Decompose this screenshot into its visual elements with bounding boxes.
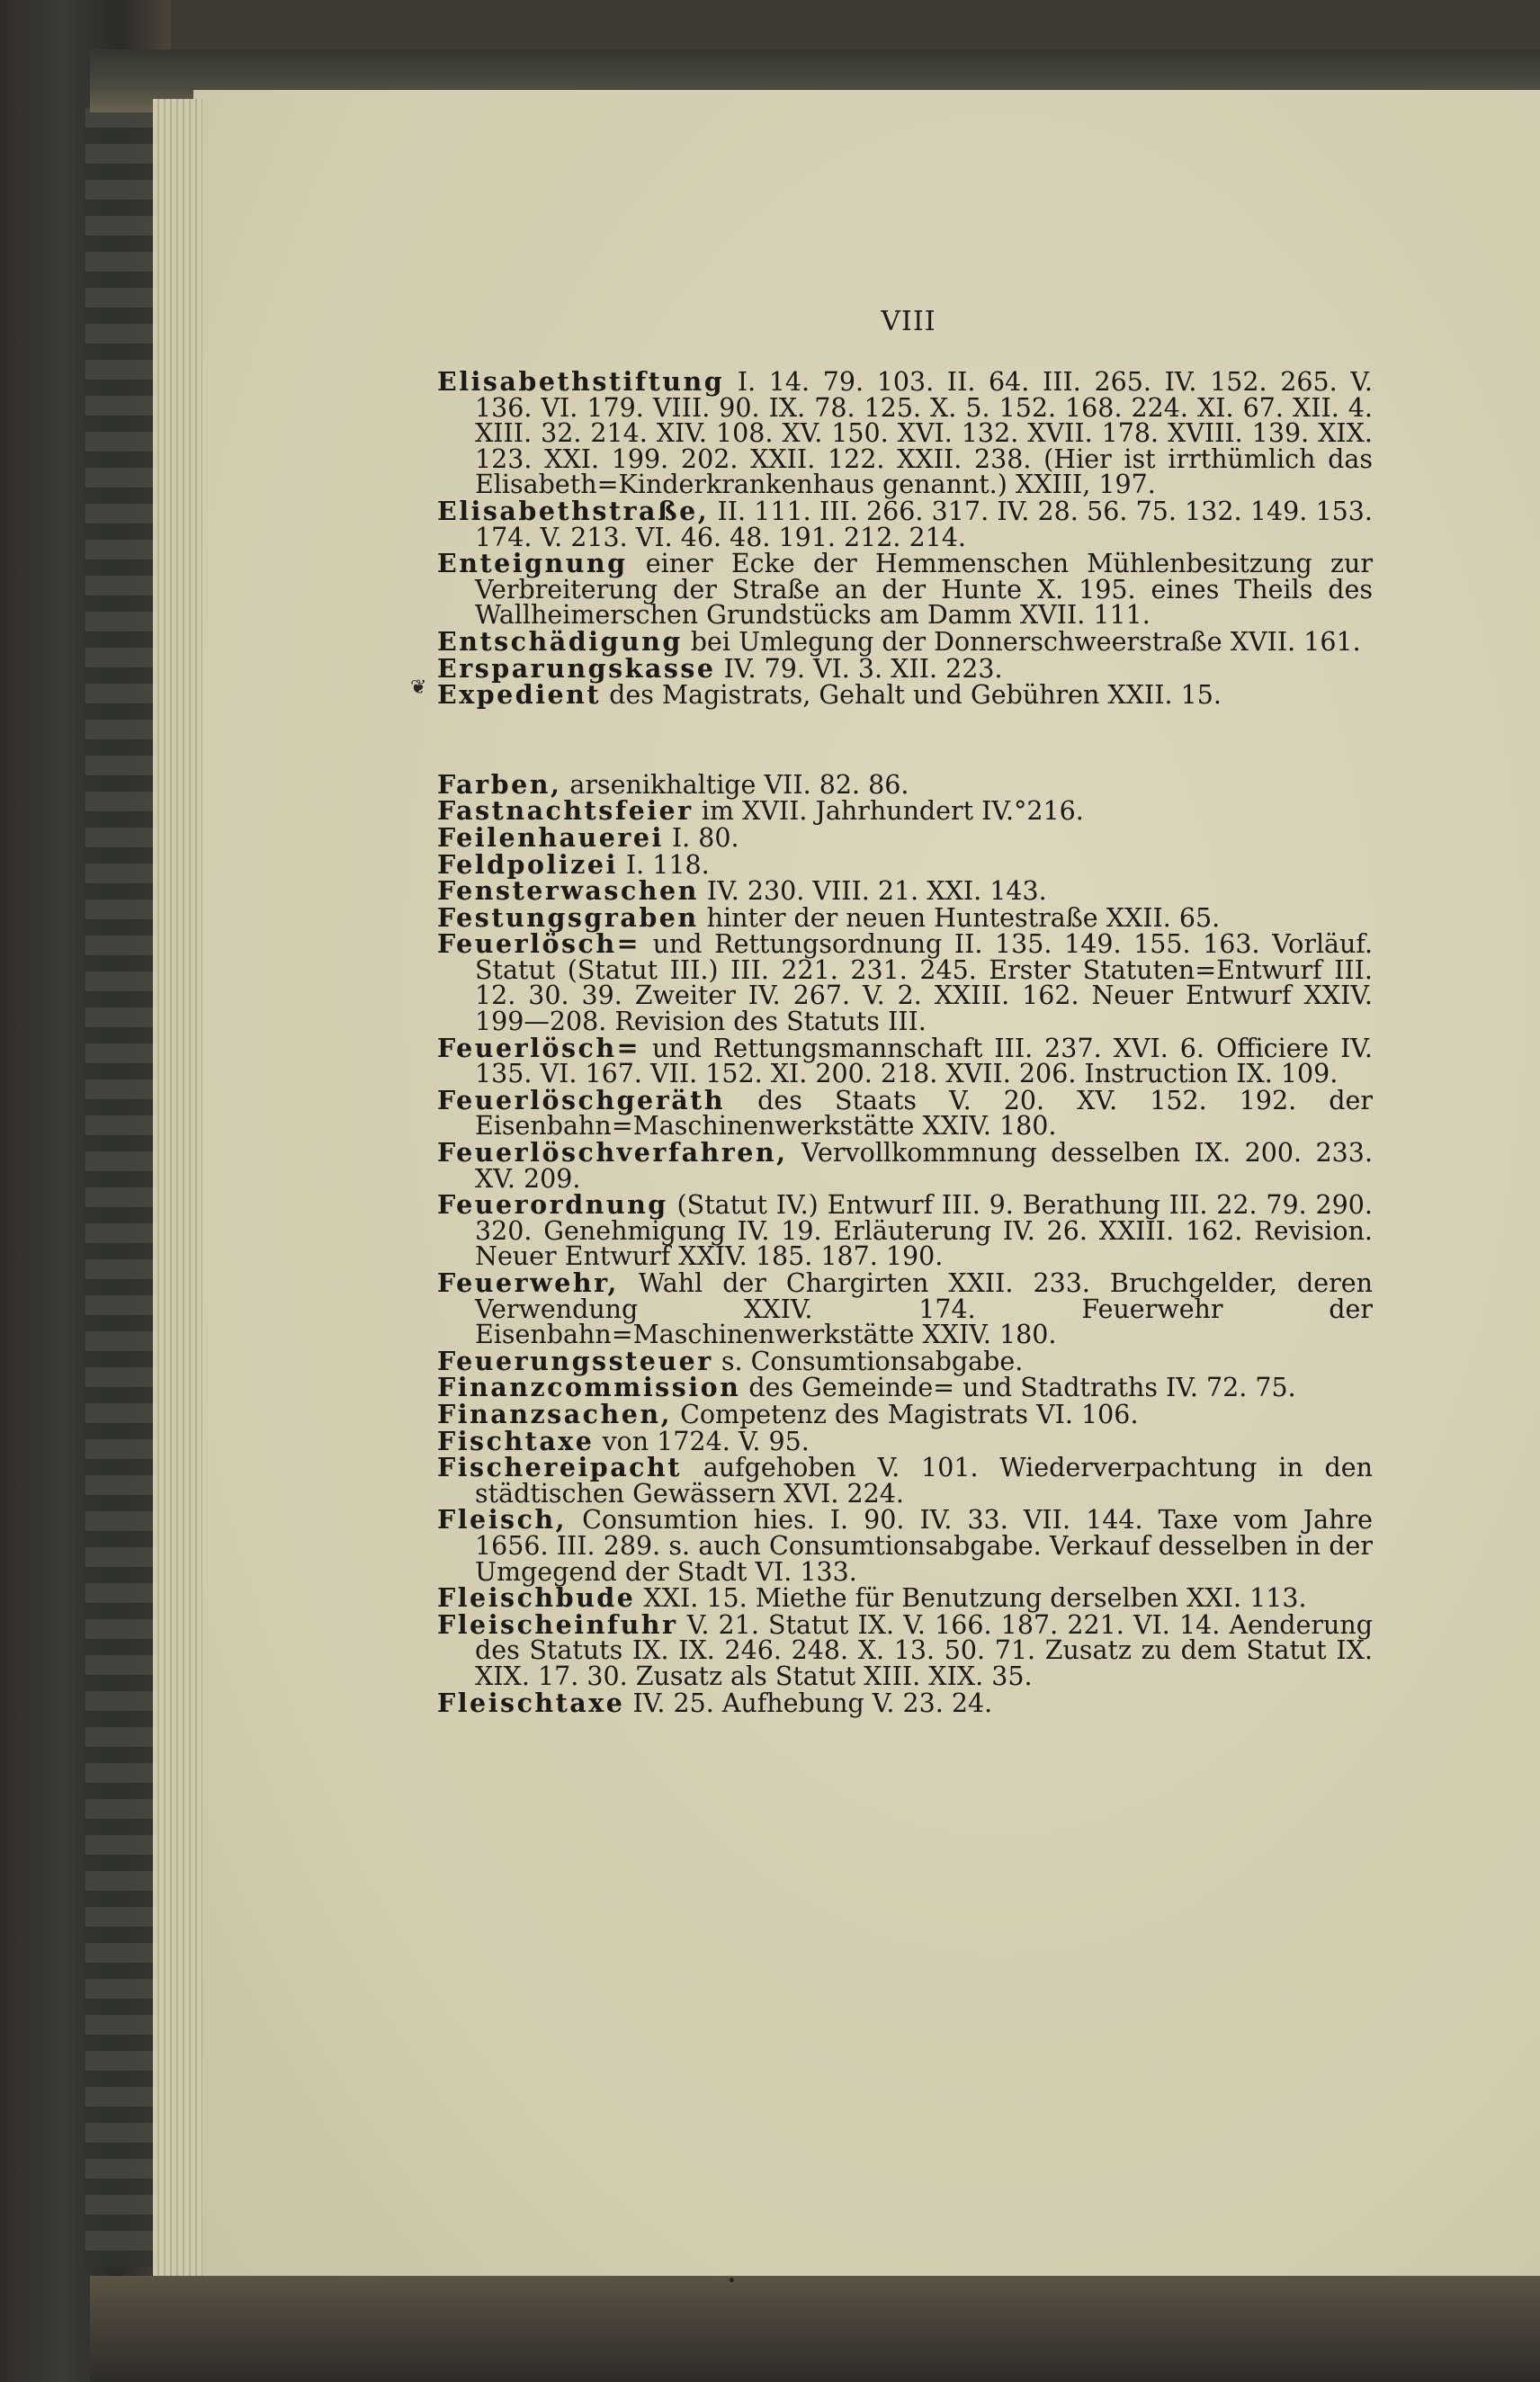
entry-term: Fleischeinfuhr <box>437 1608 678 1640</box>
index-entry <box>437 1345 1373 1376</box>
entry-references: des Gemeinde= und Stadtraths IV. 72. 75. <box>740 1373 1296 1403</box>
index-entry <box>437 625 1373 657</box>
entry-references: IV. 25. Aufhebung V. 23. 24. <box>624 1688 993 1718</box>
index-entry <box>437 495 1373 552</box>
book-spine <box>0 0 171 2382</box>
entry-term: Festungsgraben <box>437 901 699 933</box>
entry-references: II. 111. III. 266. 317. IV. 28. 56. 75. 132. 149. 153. 174. V. 213. VI. 46. 48. 191. 212. 214. <box>475 496 1373 552</box>
index-entry <box>437 1608 1373 1691</box>
entry-term: Feuerlöschgeräth <box>437 1084 726 1115</box>
entry-references: Competenz des Magistrats VI. 106. <box>672 1399 1139 1429</box>
entry-term: Feuerungssteuer <box>437 1345 713 1376</box>
entry-term: Fensterwaschen <box>437 875 699 907</box>
entry-references: IV. 79. VI. 3. XII. 223. <box>715 653 1003 684</box>
page-number: VIII <box>881 306 936 337</box>
entry-references: und Rettungsordnung II. 135. 149. 155. 163. Vorläuf. Statut (Statut III.) III. 221. 231. 245. Erster Statuten=Entwurf III. 12. 30. 39. Zweiter IV. 267. V. 2. XXIII. 162. Neuer Entwurf XXIV. 199—208. Revision des Statuts III. <box>475 929 1373 1037</box>
index-entry <box>437 821 1373 853</box>
index-entry <box>437 548 1373 631</box>
index-entry <box>437 1398 1373 1429</box>
entry-references: XXI. 15. Miethe für Benutzung derselben XXI. 113. <box>635 1583 1307 1614</box>
spine-texture <box>85 108 157 2267</box>
entry-references: V. 21. Statut IX. V. 166. 187. 221. VI. 14. Aenderung des Statuts IX. IX. 246. 248. X. 13. 50. 71. Zusatz zu dem Statut IX. XIX. 17. 30. Zusatz als Statut XIII. XIX. 35. <box>475 1609 1373 1691</box>
page-edges <box>153 99 202 2285</box>
entry-references: einer Ecke der Hemmenschen Mühlenbesitzung zur Verbreiterung der Straße an der Hunte X. 195. eines Theils des Wallheimerschen Grundstücks am Damm XVII. 111. <box>475 549 1373 631</box>
index-entry <box>437 1267 1373 1350</box>
entry-term: Ersparungskasse <box>437 652 716 684</box>
index-entry <box>437 1582 1373 1614</box>
entry-term: Finanzsachen, <box>437 1398 673 1429</box>
entry-references: des Magistrats, Gehalt und Gebühren XXII. 15. <box>601 680 1222 711</box>
index-entry <box>437 1504 1373 1587</box>
entry-term: Elisabethstiftung <box>437 366 725 397</box>
index-entry <box>437 928 1373 1037</box>
entry-term: Feuerlösch= <box>437 928 641 960</box>
entry-references: arsenikhaltige VII. 82. 86. <box>561 769 909 800</box>
entry-references: und Rettungsmannschaft III. 237. XVI. 6. Officiere IV. 135. VI. 167. VII. 152. XI. 200. 218. XVII. 206. Instruction IX. 109. <box>475 1033 1373 1089</box>
entry-references: des Staats V. 20. XV. 152. 192. der Eisenbahn=Maschinenwerkstätte XXIV. 180. <box>475 1085 1373 1142</box>
entry-references: I. 118. <box>617 849 710 880</box>
index-entry <box>437 795 1373 827</box>
index-entry <box>437 1452 1373 1509</box>
entry-references: hinter der neuen Huntestraße XXII. 65. <box>698 902 1221 933</box>
entry-term: Finanzcommission <box>437 1372 741 1403</box>
entry-term: Feuerlösch= <box>437 1032 641 1063</box>
index-entry <box>437 901 1373 933</box>
entry-term: Expedient <box>437 679 602 711</box>
entry-term: Feuerordnung <box>437 1189 668 1221</box>
entry-term: Fleischbude <box>437 1582 636 1614</box>
entry-term: Elisabethstraße, <box>437 495 710 526</box>
entry-term: Fleischtaxe <box>437 1687 625 1718</box>
entry-references: I. 80. <box>663 822 739 853</box>
entry-term: Farben, <box>437 768 562 800</box>
index-entry <box>437 1372 1373 1403</box>
entry-term: Fastnachtsfeier <box>437 795 694 827</box>
entry-term: Fischtaxe <box>437 1425 595 1456</box>
index-entry <box>437 366 1373 500</box>
entry-references: aufgehoben V. 101. Wiederverpachtung in den städtischen Gewässern XVI. 224. <box>475 1453 1373 1509</box>
entry-term: Fischereipacht <box>437 1452 682 1483</box>
index-entries <box>437 366 1373 1718</box>
book-cover-bottom <box>90 2276 1540 2382</box>
entry-references: I. 14. 79. 103. II. 64. III. 265. IV. 152. 265. V. 136. VI. 179. VIII. 90. IX. 78. 125. X. 5. 152. 168. 224. XI. 67. XII. 4. XIII. 32. 214. XIV. 108. XV. 150. XVI. 132. XVII. 178. XVIII. 139. XIX. 123. XXI. 199. 202. XXII. 122. XXII. 238. (Hier ist irrthümlich das Elisabeth=Kinderkrankenhaus genannt.) XXIII, 197. <box>475 367 1373 500</box>
index-entry <box>437 679 1373 711</box>
index-entry <box>437 1137 1373 1194</box>
entry-term: Feilenhauerei <box>437 821 664 853</box>
entry-term: Fleisch, <box>437 1504 568 1536</box>
index-entry <box>437 1687 1373 1718</box>
index-entry <box>437 652 1373 684</box>
entry-term: Feuerlöschverfahren, <box>437 1137 788 1169</box>
index-entry <box>437 768 1373 800</box>
entry-references: bei Umlegung der Donnerschweerstraße XVII. 161. <box>682 626 1361 657</box>
page-dot: • <box>727 2271 737 2290</box>
entry-term: Entschädigung <box>437 625 683 657</box>
entry-term: Feldpolizei <box>437 848 618 880</box>
section-gap <box>437 709 1373 772</box>
margin-ornament: ❦ <box>410 676 427 699</box>
entry-term: Feuerwehr, <box>437 1267 619 1298</box>
index-entry <box>437 1084 1373 1142</box>
entry-references: Wahl der Chargirten XXII. 233. Bruchgelder, deren Verwendung XXIV. 174. Feuerwehr der Eisenbahn=Maschinenwerkstätte XXIV. 180. <box>475 1268 1373 1350</box>
entry-references: von 1724. V. 95. <box>594 1426 810 1456</box>
entry-references: Vervollkommnung desselben IX. 200. 233. XV. 209. <box>475 1138 1373 1194</box>
entry-references: IV. 230. VIII. 21. XXI. 143. <box>698 876 1047 907</box>
index-entry <box>437 875 1373 907</box>
entry-term: Enteignung <box>437 548 628 579</box>
index-entry <box>437 1425 1373 1456</box>
entry-references: Consumtion hies. I. 90. IV. 33. VII. 144. Taxe vom Jahre 1656. III. 289. s. auch Consumtionsabgabe. Verkauf desselben in der Umgegend der Stadt VI. 133. <box>475 1505 1373 1587</box>
index-entry <box>437 1189 1373 1272</box>
index-entry <box>437 1032 1373 1089</box>
entry-references: im XVII. Jahrhundert IV.°216. <box>693 796 1084 827</box>
entry-references: (Statut IV.) Entwurf III. 9. Berathung III. 22. 79. 290. 320. Genehmigung IV. 19. Erläuterung IV. 26. XXIII. 162. Revision. Neuer Entwurf XXIV. 185. 187. 190. <box>475 1190 1373 1272</box>
entry-references: s. Consumtionsabgabe. <box>712 1346 1024 1376</box>
index-entry <box>437 848 1373 880</box>
